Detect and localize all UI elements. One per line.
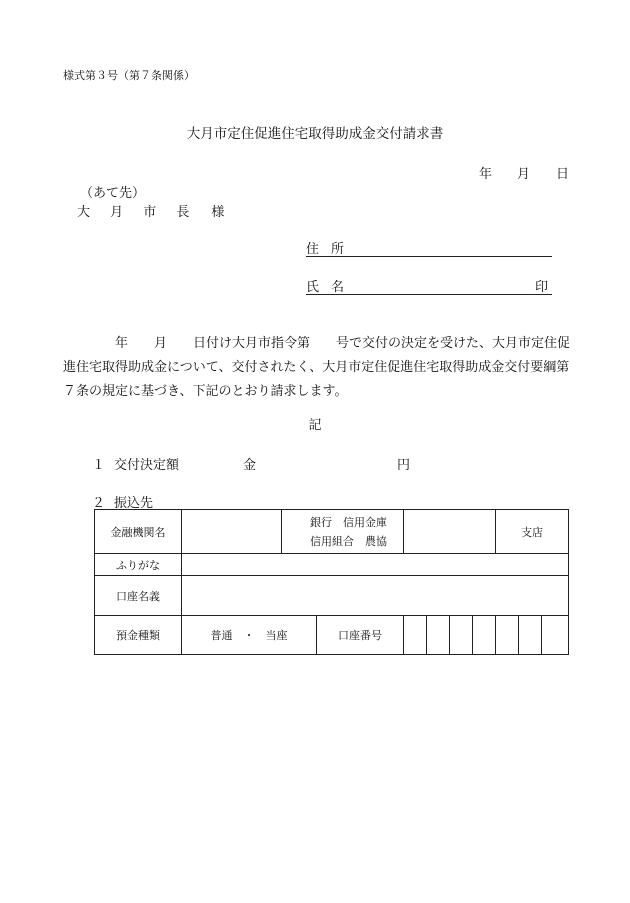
item2-label: 振込先: [114, 496, 154, 511]
account-number-digit-cell[interactable]: [519, 616, 542, 655]
account-number-label: 口座番号: [317, 616, 404, 655]
addressee-note: （あて先）: [80, 186, 146, 201]
item1-number: １: [92, 458, 106, 473]
addressee: [77, 201, 224, 220]
branch-name-cell[interactable]: [404, 510, 496, 554]
body-line: 年 月 日付け大月市指令第 号で交付の決定を受けた、大月市定住促: [63, 336, 571, 351]
account-holder-label: 口座名義: [95, 576, 182, 616]
institution-types-line2: 信用組合 農協: [310, 534, 387, 548]
bank-transfer-table: [94, 509, 569, 655]
seal-label: 印: [534, 280, 548, 295]
amount-kin-label: 金: [243, 458, 257, 473]
deposit-type-options[interactable]: 普通 ・ 当座: [182, 616, 317, 655]
account-number-digit-cell[interactable]: [496, 616, 519, 655]
furigana-cell[interactable]: [182, 554, 569, 576]
account-number-digit-cell[interactable]: [542, 616, 569, 655]
date-year-label: 年: [479, 167, 493, 182]
institution-types-line1: 銀行 信用金庫: [310, 515, 387, 529]
amount-yen-label: 円: [397, 458, 411, 473]
applicant-name-field[interactable]: [306, 276, 552, 295]
name-label: 氏名: [306, 280, 357, 295]
date-day-label: 日: [556, 167, 570, 182]
body-line: ７条の規定に基づき、下記のとおり請求します。: [63, 384, 348, 399]
account-number-digit-cell[interactable]: [404, 616, 427, 655]
body-line: 進住宅取得助成金について、交付されたく、大月市定住促進住宅取得助成金交付要綱第: [63, 360, 570, 375]
furigana-label: ふりがな: [95, 554, 182, 576]
deposit-type-label: 預金種類: [95, 616, 182, 655]
institution-type-cell: [282, 510, 404, 554]
item2-number: ２: [92, 496, 106, 511]
applicant-address-field[interactable]: [306, 238, 552, 257]
account-holder-cell[interactable]: [182, 576, 569, 616]
institution-name-cell[interactable]: [182, 510, 282, 554]
ki-heading: 記: [308, 418, 322, 433]
date-month-label: 月: [517, 167, 531, 182]
address-label: 住所: [306, 242, 357, 257]
account-number-digit-cell[interactable]: [427, 616, 450, 655]
institution-name-label: 金融機関名: [95, 510, 182, 554]
form-number: 様式第３号（第７条関係）: [63, 69, 195, 82]
account-number-digit-cell[interactable]: [473, 616, 496, 655]
branch-label: 支店: [496, 510, 569, 554]
addressee-honorific: 様: [211, 205, 225, 220]
account-number-digit-cell[interactable]: [450, 616, 473, 655]
addressee-mayor: 大 月 市 長: [77, 205, 198, 220]
document-title: 大月市定住促進住宅取得助成金交付請求書: [186, 126, 444, 142]
item1-label: 交付決定額: [114, 458, 180, 473]
request-body-text: [63, 332, 575, 404]
